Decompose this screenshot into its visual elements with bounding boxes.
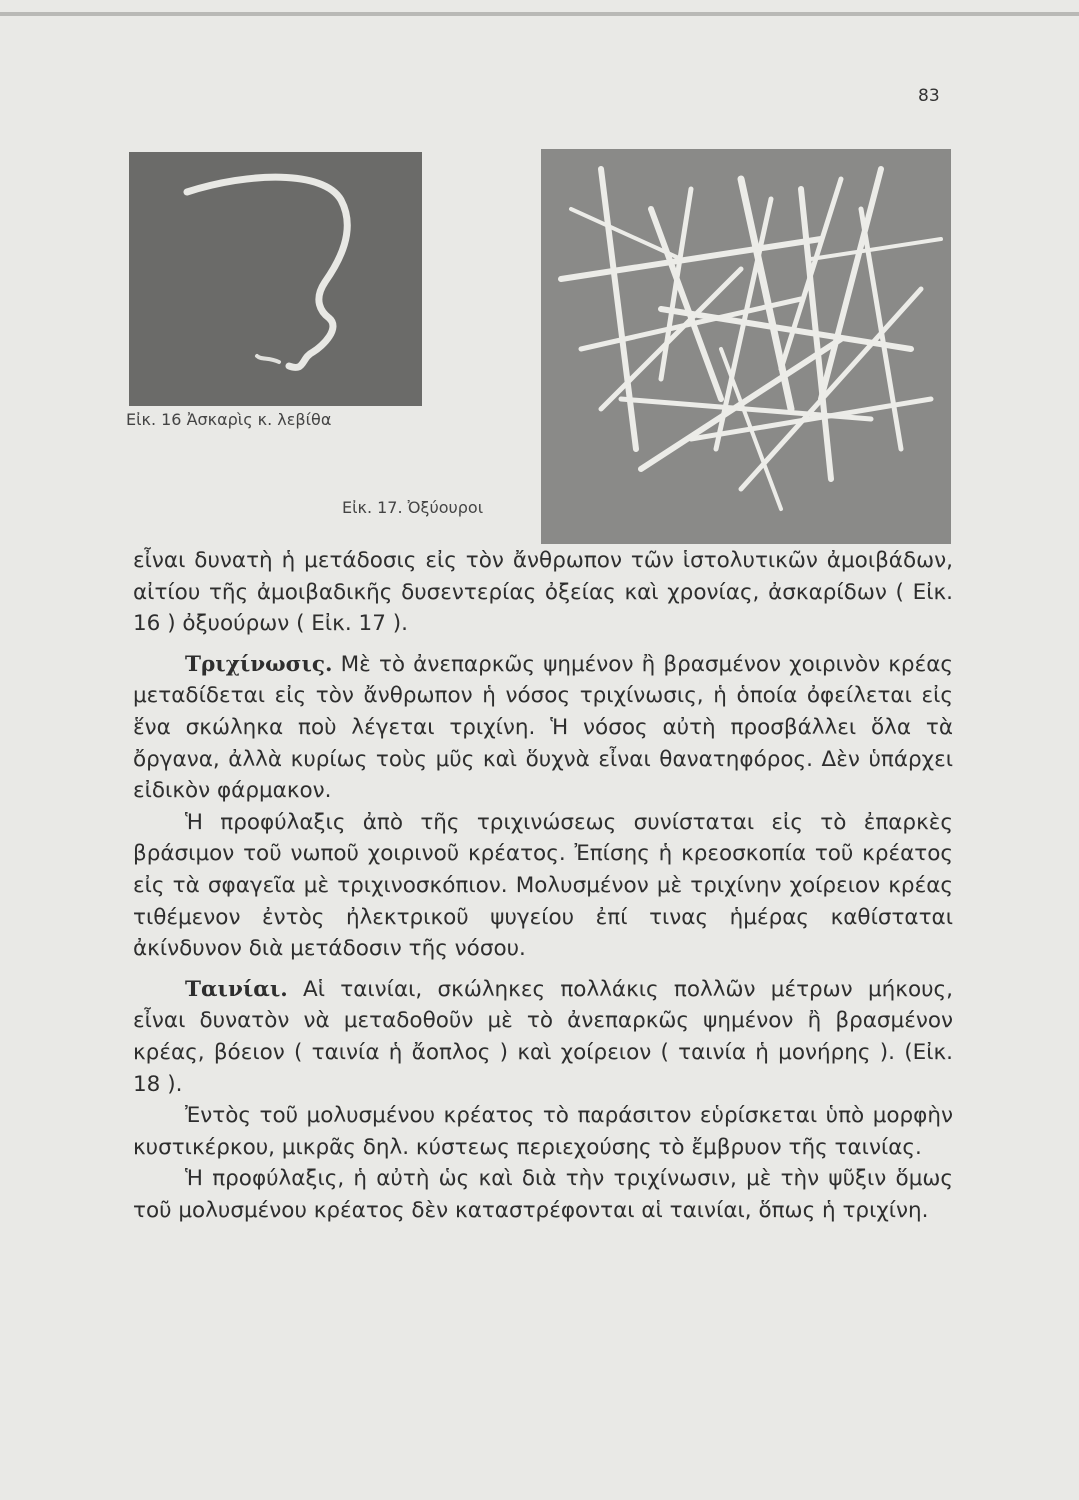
figure-16-caption: Εἰκ. 16 Ἀσκαρὶς κ. λεβίθα	[126, 410, 332, 429]
ascaris-photo	[129, 152, 422, 406]
page-top-edge	[0, 12, 1079, 16]
paragraph-text: Μὲ τὸ ἀνεπαρκῶς ψημένον ἢ βρασμένον χοιρινὸν κρέας μεταδίδεται εἰς τὸν ἄνθρωπον ἡ νόσος τριχίνωσις, ἡ ὁποία ὀφείλεται εἰς ἕνα σκώληκα ποὺ λέγεται τριχίνη. Ἡ νόσος αὐτὴ προσβάλλει ὅλα τὰ ὄργανα, ἀλλὰ κυρίως τοὺς μῦς καὶ ὅυχνὰ εἶναι θανατηφόρος. Δὲν ὑπάρχει εἰδικὸν φάρμακον.	[133, 651, 953, 804]
paragraph: Ἡ προφύλαξις ἀπὸ τῆς τριχινώσεως συνίσταται εἰς τὸ ἐπαρκὲς βράσιμον τοῦ νωποῦ χοιρινοῦ κρέατος. Ἐπίσης ἡ κρεοσκοπία τοῦ κρέατος εἰς τὰ σφαγεῖα μὲ τριχινοσκόπιον. Μολυσμένον μὲ τριχίνην χοίρειον κρέας τιθέμενον ἐντὸς ἠλεκτρικοῦ ψυγείου ἐπί τινας ἡμέρας καθίσταται ἀκίνδυνον διὰ μετάδοσιν τῆς νόσου.	[133, 809, 953, 962]
paragraph-taeniae	[133, 974, 953, 1100]
section-heading-taeniae: Ταινίαι.	[185, 976, 288, 1002]
paragraph: εἶναι δυνατὴ ἡ μετάδοσις εἰς τὸν ἄνθρωπον τῶν ἱστολυτικῶν ἀμοιβάδων, αἰτίου τῆς ἀμοιβαδικῆς δυσεντερίας ὀξείας καὶ χρονίας, ἀσκαρίδων ( Εἰκ. 16 ) ὀξυούρων ( Εἰκ. 17 ).	[133, 548, 953, 637]
paragraph-text: Αἱ ταινίαι, σκώληκες πολλάκις πολλῶν μέτρων μήκους, εἶναι δυνατὸν νὰ μεταδοθοῦν μὲ τὸ ἀνεπαρκῶς ψημένον ἢ βρασμένον κρέας, βόειον ( ταινία ἡ ἄοπλος ) καὶ χοίρειον ( ταινία ἡ μονήρης ). (Εἰκ. 18 ).	[133, 976, 953, 1097]
paragraph-trichinosis	[133, 649, 953, 807]
ascaris-worm-illustration	[129, 152, 422, 406]
figure-17-caption: Εἰκ. 17. Ὀξύουροι	[342, 498, 484, 517]
oxyuris-worms-illustration	[541, 149, 951, 544]
body-text	[133, 545, 953, 1226]
section-heading-trichinosis: Τριχίνωσις.	[185, 651, 333, 677]
paragraph: Ἡ προφύλαξις, ἡ αὐτὴ ὡς καὶ διὰ τὴν τριχίνωσιν, μὲ τὴν ψῦξιν ὅμως τοῦ μολυσμένου κρέατος δὲν καταστρέφονται αἱ ταινίαι, ὅπως ἡ τριχίνη.	[133, 1166, 953, 1223]
page-number: 83	[918, 86, 940, 106]
paragraph: Ἐντὸς τοῦ μολυσμένου κρέατος τὸ παράσιτον εὑρίσκεται ὑπὸ μορφὴν κυστικέρκου, μικρᾶς δηλ. κύστεως περιεχούσης τὸ ἔμβρυον τῆς ταινίας.	[133, 1103, 953, 1160]
oxyuris-photo	[541, 149, 951, 544]
